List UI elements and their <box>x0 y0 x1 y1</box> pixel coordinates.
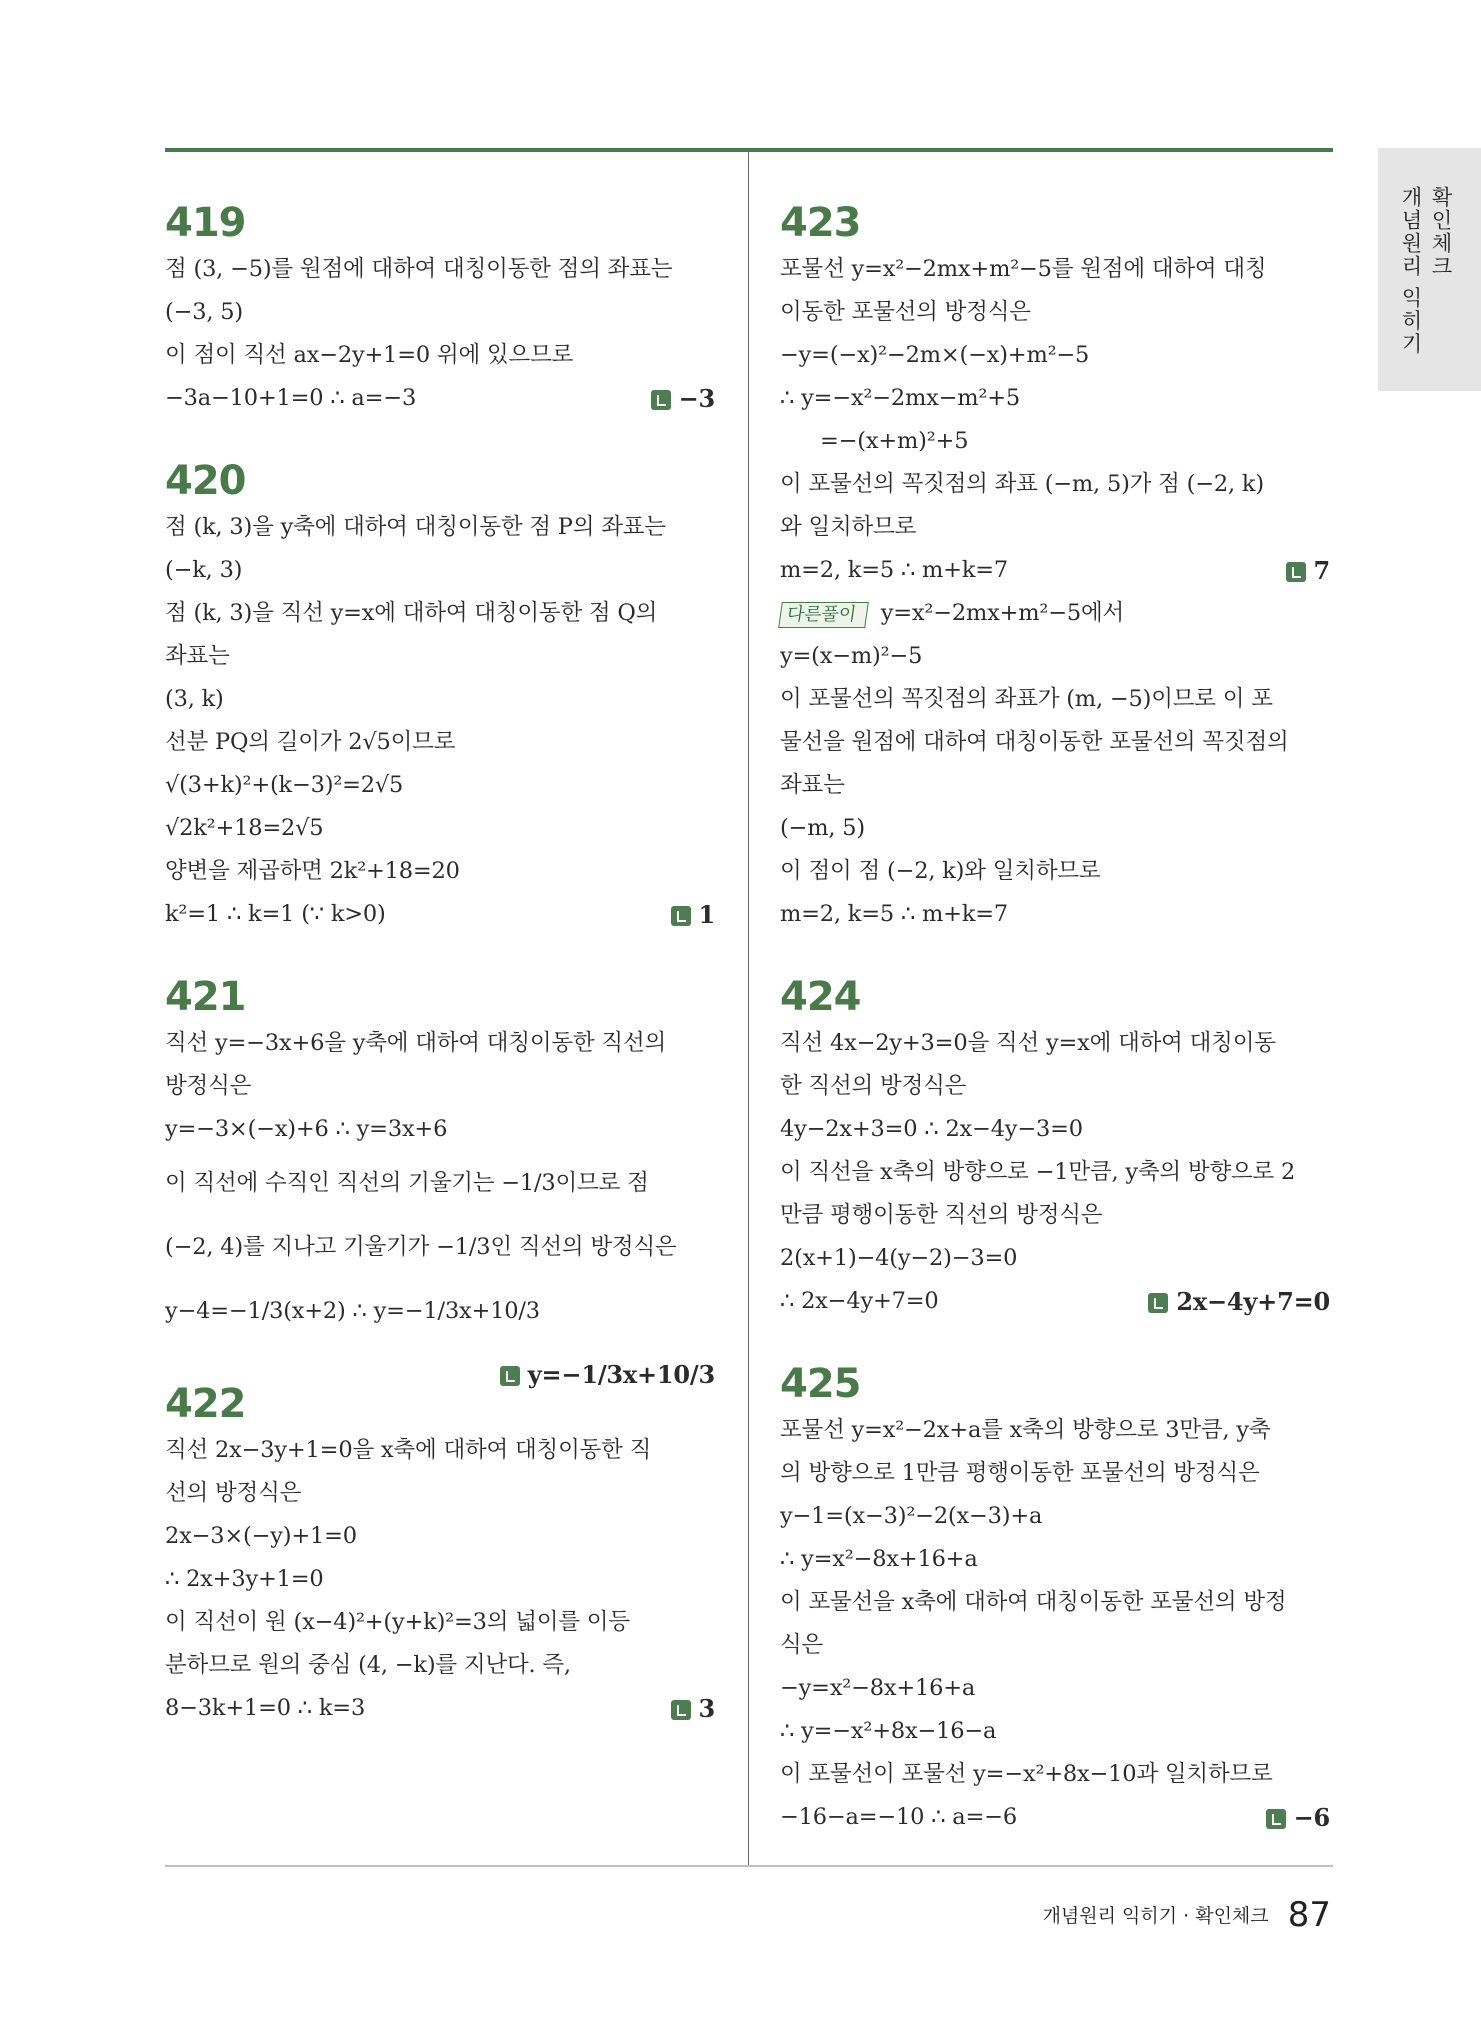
solution-text: 식은 <box>780 1632 824 1658</box>
solution-text: 와 일치하므로 <box>780 514 917 540</box>
solution-line <box>780 463 1330 506</box>
answer-value: 3 <box>698 1694 715 1723</box>
answer-mark <box>651 377 715 422</box>
solution-line <box>165 1558 715 1601</box>
solution-text: 포물선 y=x²−2mx+m²−5를 원점에 대하여 대칭 <box>780 256 1267 282</box>
problem-solution <box>780 974 1330 1323</box>
answer-value: −3 <box>678 384 715 413</box>
solution-line <box>165 1687 715 1730</box>
answer-mark <box>671 1687 716 1732</box>
solution-text: 8−3k+1=0 ∴ k=3 <box>165 1695 366 1721</box>
answer-value: 7 <box>1313 556 1330 585</box>
solution-text: 방정식은 <box>165 1073 252 1099</box>
solution-text: y=−3×(−x)+6 ∴ y=3x+6 <box>165 1116 448 1142</box>
solution-text: 만큼 평행이동한 직선의 방정식은 <box>780 1202 1103 1228</box>
problem-number: 420 <box>165 458 246 504</box>
solution-line <box>780 1280 1330 1323</box>
answer-check-icon <box>1286 562 1306 582</box>
problem-number: 425 <box>780 1361 861 1407</box>
solution-line <box>780 377 1330 420</box>
solution-text: =−(x+m)²+5 <box>820 428 969 454</box>
solution-text: 분하므로 원의 중심 (4, −k)를 지난다. 즉, <box>165 1652 571 1678</box>
problem-solution <box>165 974 715 1389</box>
solution-text: 점 (k, 3)을 y축에 대하여 대칭이동한 점 P의 좌표는 <box>165 514 666 540</box>
solution-line <box>780 1624 1330 1667</box>
solution-text: (−k, 3) <box>165 557 243 583</box>
answer-mark <box>500 1343 715 1408</box>
solution-text: 이 직선이 원 (x−4)²+(y+k)²=3의 넓이를 이등 <box>165 1609 630 1635</box>
solution-text: (−3, 5) <box>165 299 243 325</box>
solution-line <box>165 807 715 850</box>
solution-text: −y=x²−8x+16+a <box>780 1675 976 1701</box>
alternative-solution-badge: 다른풀이 <box>778 602 868 628</box>
answer-check-icon <box>671 906 691 926</box>
solution-line <box>780 1065 1330 1108</box>
solution-line <box>780 635 1330 678</box>
solution-line <box>165 1644 715 1687</box>
side-tab-line2: 개념원리 익히기 <box>1399 186 1423 356</box>
solution-text: 이 점이 점 (−2, k)와 일치하므로 <box>780 858 1101 884</box>
solution-text: y−4=−1/3(x+2) ∴ y=−1/3x+10/3 <box>165 1298 540 1324</box>
solution-line <box>780 592 1330 635</box>
solution-text: −16−a=−10 ∴ a=−6 <box>780 1804 1017 1830</box>
solution-line <box>780 1495 1330 1538</box>
answer-mark <box>1286 549 1331 594</box>
solution-line <box>165 1515 715 1558</box>
solution-line <box>165 1108 715 1151</box>
solution-text: ∴ y=−x²+8x−16−a <box>780 1718 997 1744</box>
solution-line <box>165 248 715 291</box>
side-tab-line1: 확인체크 <box>1429 186 1453 278</box>
solution-line <box>780 248 1330 291</box>
solution-text: 이 포물선이 포물선 y=−x²+8x−10과 일치하므로 <box>780 1761 1273 1787</box>
answer-value: 1 <box>698 900 715 929</box>
solution-line <box>165 1279 715 1343</box>
solution-line <box>780 1409 1330 1452</box>
solution-text: (−m, 5) <box>780 815 865 841</box>
solution-text: 이동한 포물선의 방정식은 <box>780 299 1031 325</box>
solution-text: 물선을 원점에 대하여 대칭이동한 포물선의 꼭짓점의 <box>780 729 1289 755</box>
problem-solution <box>165 458 715 936</box>
solution-line <box>165 592 715 635</box>
answer-value: y=−1/3x+10/3 <box>527 1360 715 1389</box>
solution-text: 선의 방정식은 <box>165 1480 302 1506</box>
answer-check-icon <box>1266 1809 1286 1829</box>
solution-text: 2x−3×(−y)+1=0 <box>165 1523 357 1549</box>
answer-value: 2x−4y+7=0 <box>1176 1287 1330 1316</box>
solution-text: 직선 y=−3x+6을 y축에 대하여 대칭이동한 직선의 <box>165 1030 667 1056</box>
solution-line <box>165 764 715 807</box>
answer-check-icon <box>500 1366 520 1386</box>
solution-text: 좌표는 <box>165 643 230 669</box>
solution-line <box>780 1194 1330 1237</box>
solution-line <box>780 893 1330 936</box>
right-column <box>780 200 1330 1877</box>
solution-text: ∴ y=x²−8x+16+a <box>780 1546 978 1572</box>
solution-line <box>165 635 715 678</box>
solution-line <box>165 893 715 936</box>
top-rule <box>165 148 1333 152</box>
solution-text: 의 방향으로 1만큼 평행이동한 포물선의 방정식은 <box>780 1460 1260 1486</box>
solution-text: y=(x−m)²−5 <box>780 643 923 669</box>
solution-text: 직선 4x−2y+3=0을 직선 y=x에 대하여 대칭이동 <box>780 1030 1276 1056</box>
solution-text: 양변을 제곱하면 2k²+18=20 <box>165 858 460 884</box>
solution-text: 이 직선을 x축의 방향으로 −1만큼, y축의 방향으로 2 <box>780 1159 1296 1185</box>
solution-line <box>165 377 715 420</box>
problem-number: 424 <box>780 974 861 1020</box>
solution-text: 포물선 y=x²−2x+a를 x축의 방향으로 3만큼, y축 <box>780 1417 1271 1443</box>
solution-line <box>780 1710 1330 1753</box>
solution-line <box>780 850 1330 893</box>
solution-text: 이 포물선의 꼭짓점의 좌표가 (m, −5)이므로 이 포 <box>780 686 1273 712</box>
answer-check-icon <box>651 390 671 410</box>
solution-line <box>165 1065 715 1108</box>
left-column <box>165 200 715 1768</box>
solution-line <box>165 1429 715 1472</box>
solution-text: (3, k) <box>165 686 224 712</box>
problem-solution <box>165 1381 715 1730</box>
solution-line <box>165 1472 715 1515</box>
page-number: 87 <box>1287 1895 1331 1935</box>
solution-line <box>780 1581 1330 1624</box>
problem-number: 419 <box>165 200 246 246</box>
solution-line <box>165 506 715 549</box>
solution-line <box>165 721 715 764</box>
solution-text: 이 점이 직선 ax−2y+1=0 위에 있으므로 <box>165 342 574 368</box>
solution-line <box>165 1601 715 1644</box>
solution-line <box>780 721 1330 764</box>
solution-line <box>780 1796 1330 1839</box>
solution-text: 이 직선에 수직인 직선의 기울기는 −1/3이므로 점 <box>165 1170 649 1196</box>
solution-text: 점 (3, −5)를 원점에 대하여 대칭이동한 점의 좌표는 <box>165 256 673 282</box>
column-divider <box>748 152 749 1865</box>
problem-solution <box>780 200 1330 936</box>
solution-text: √2k²+18=2√5 <box>165 815 324 841</box>
solution-text: m=2, k=5 ∴ m+k=7 <box>780 557 1009 583</box>
solution-line <box>165 291 715 334</box>
solution-text: ∴ 2x−4y+7=0 <box>780 1288 939 1314</box>
solution-text: 이 포물선을 x축에 대하여 대칭이동한 포물선의 방정 <box>780 1589 1287 1615</box>
solution-text: k²=1 ∴ k=1 (∵ k>0) <box>165 901 386 927</box>
solution-line <box>780 291 1330 334</box>
problem-solution <box>165 200 715 420</box>
answer-mark <box>1148 1280 1330 1325</box>
answer-check-icon <box>1148 1293 1168 1313</box>
solution-line <box>165 678 715 721</box>
solution-line <box>780 807 1330 850</box>
answer-value: −6 <box>1293 1803 1330 1832</box>
solution-text: ∴ y=−x²−2mx−m²+5 <box>780 385 1020 411</box>
solution-line <box>780 334 1330 377</box>
solution-line <box>780 420 1330 463</box>
footer-text: 개념원리 익히기 · 확인체크 <box>1042 1905 1269 1927</box>
solution-text: ∴ 2x+3y+1=0 <box>165 1566 324 1592</box>
problem-number: 423 <box>780 200 861 246</box>
solution-line <box>780 764 1330 807</box>
solution-line <box>780 506 1330 549</box>
solution-line <box>780 1237 1330 1280</box>
solution-text: 직선 2x−3y+1=0을 x축에 대하여 대칭이동한 직 <box>165 1437 652 1463</box>
solution-line <box>165 334 715 377</box>
solution-text: 이 포물선의 꼭짓점의 좌표 (−m, 5)가 점 (−2, k) <box>780 471 1264 497</box>
solution-line <box>780 1022 1330 1065</box>
solution-text: m=2, k=5 ∴ m+k=7 <box>780 901 1009 927</box>
problem-solution <box>780 1361 1330 1839</box>
solution-line <box>780 678 1330 721</box>
solution-line <box>165 549 715 592</box>
solution-text: 선분 PQ의 길이가 2√5이므로 <box>165 729 456 755</box>
solution-line <box>165 850 715 893</box>
solution-line <box>780 549 1330 592</box>
solution-text: 점 (k, 3)을 직선 y=x에 대하여 대칭이동한 점 Q의 <box>165 600 658 626</box>
answer-mark <box>671 893 716 938</box>
solution-text: (−2, 4)를 지나고 기울기가 −1/3인 직선의 방정식은 <box>165 1234 677 1260</box>
solution-line <box>780 1452 1330 1495</box>
solution-line <box>780 1753 1330 1796</box>
solution-text: 좌표는 <box>780 772 845 798</box>
solution-text: 4y−2x+3=0 ∴ 2x−4y−3=0 <box>780 1116 1083 1142</box>
solution-line <box>780 1108 1330 1151</box>
answer-check-icon <box>671 1700 691 1720</box>
answer-mark <box>1266 1796 1330 1841</box>
solution-text: y−1=(x−3)²−2(x−3)+a <box>780 1503 1043 1529</box>
solution-line <box>780 1538 1330 1581</box>
page-footer <box>1043 1895 1331 1935</box>
solution-text: −3a−10+1=0 ∴ a=−3 <box>165 385 417 411</box>
solution-text: √(3+k)²+(k−3)²=2√5 <box>165 772 404 798</box>
solution-line <box>780 1667 1330 1710</box>
solution-text: −y=(−x)²−2m×(−x)+m²−5 <box>780 342 1090 368</box>
problem-number: 421 <box>165 974 246 1020</box>
solution-text: 한 직선의 방정식은 <box>780 1073 967 1099</box>
solution-line <box>165 1151 715 1215</box>
problem-number: 422 <box>165 1381 246 1427</box>
section-side-tab <box>1378 148 1481 391</box>
solution-line <box>165 1215 715 1279</box>
solution-line <box>165 1022 715 1065</box>
solution-line <box>780 1151 1330 1194</box>
solution-text: y=x²−2mx+m²−5에서 <box>880 600 1125 626</box>
solution-text: 2(x+1)−4(y−2)−3=0 <box>780 1245 1018 1271</box>
